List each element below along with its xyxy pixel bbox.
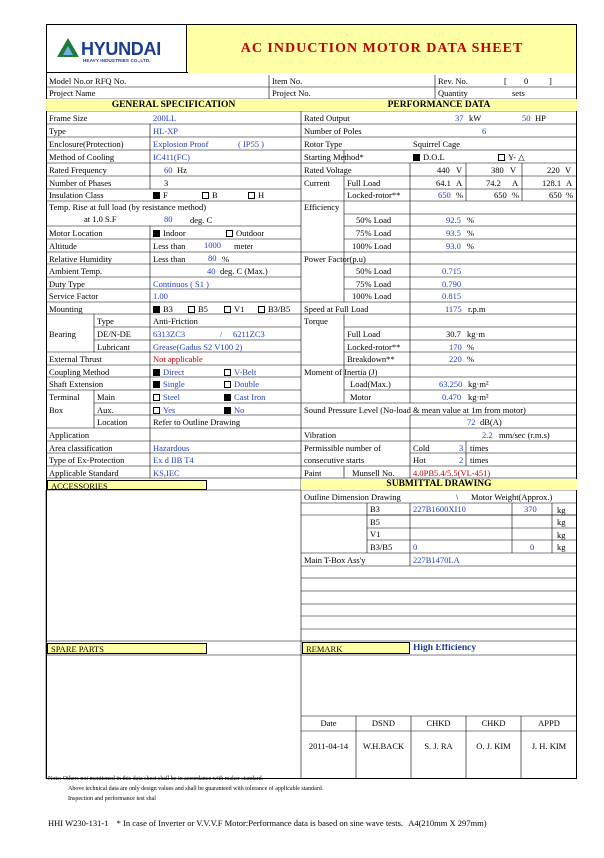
eff-100-unit: % [467, 242, 475, 251]
note-line-1: Note: Others not mentioned in this data sheet shall be in accordance with maker standard. [48, 776, 264, 782]
checkbox-icon [153, 407, 160, 414]
checkbox-icon [224, 306, 231, 313]
temp-rise-value: 80 [164, 215, 173, 224]
shaft-label: Shaft Extension [49, 380, 104, 389]
frame-size-label: Frame Size [49, 114, 88, 123]
footer [48, 818, 487, 828]
checkbox-icon [153, 394, 160, 401]
vibration-value: 2.2 [482, 431, 493, 440]
humidity-prefix: Less than [153, 255, 186, 264]
voltage-2-unit: V [510, 166, 517, 175]
phases-label: Number of Phases [49, 179, 112, 188]
checkbox-icon [498, 154, 505, 161]
approval-chkd-1: S. J. RA [424, 742, 453, 751]
eff-100-label: 100% Load [352, 242, 392, 251]
data-sheet [46, 24, 577, 779]
sound-value: 72 [467, 418, 476, 427]
shaft-double[interactable]: Double [224, 380, 259, 389]
checked-box-icon [153, 369, 160, 376]
inertia-motor-label: Motor [350, 393, 372, 402]
pf-50-value: 0.715 [442, 267, 462, 276]
inertia-motor-unit: kg·m² [468, 393, 489, 402]
current-fl-label: Full Load [347, 179, 381, 188]
tbox-aux-yes[interactable]: Yes [153, 406, 175, 415]
enclosure-ip: ( IP55 ) [238, 140, 264, 149]
tbox-steel[interactable]: Steel [153, 393, 180, 402]
inertia-load-unit: kg·m² [468, 380, 489, 389]
rated-output-kw: 37 [455, 114, 464, 123]
tbox-aux-no[interactable]: No [224, 406, 244, 415]
rated-output-hp-unit: HP [535, 114, 546, 123]
standard-value: KS,IEC [153, 469, 180, 478]
coupling-label: Coupling Method [49, 368, 110, 377]
current-fl-2-unit: A [512, 179, 519, 188]
checkbox-icon [226, 230, 233, 237]
current-fl-1: 64.1 [436, 179, 451, 188]
section-performance: PERFORMANCE DATA [301, 99, 577, 111]
starts-label-2: consecutive starts [304, 456, 365, 465]
sub-b5-label: B5 [370, 518, 380, 527]
sub-b3b5-label: B3/B5 [370, 543, 393, 552]
section-accessories: ACCESSORIES [47, 480, 207, 490]
rated-output-kw-unit: kW [469, 114, 482, 123]
cooling-label: Method of Cooling [49, 153, 115, 162]
approval-dsnd: W.H.BACK [362, 742, 405, 751]
checked-box-icon [224, 407, 231, 414]
temp-rise-sf: at 1.0 S.F [84, 215, 117, 224]
tbox-assy-label: Main T-Box Ass'y [304, 556, 366, 565]
shaft-single[interactable]: Single [153, 380, 185, 389]
rotor-label: Rotor Type [304, 140, 343, 149]
starts-hot-label: Hot [413, 456, 426, 465]
enclosure-label: Enclosure(Protection) [49, 140, 124, 149]
rev-value: 0 [524, 77, 529, 86]
bearing-nde-value: 6211ZC3 [233, 330, 265, 339]
bearing-label: Bearing [49, 330, 76, 339]
frame-size-value: 200LL [153, 114, 177, 123]
current-fl-3-unit: A [566, 179, 573, 188]
mounting-b5[interactable]: B5 [188, 305, 208, 314]
altitude-label: Altitude [49, 242, 77, 251]
service-factor-label: Service Factor [49, 292, 99, 301]
area-value: Hazardous [153, 444, 190, 453]
ambient-label: Ambient Temp. [49, 267, 103, 276]
tbox-cast-iron[interactable]: Cast Iron [224, 393, 265, 402]
checkbox-icon [258, 306, 265, 313]
munsell-label: Munsell No. [352, 469, 395, 478]
poles-label: Number of Poles [304, 127, 362, 136]
ambient-value: 40 [207, 267, 216, 276]
location-indoor[interactable]: Indoor [153, 229, 186, 238]
frequency-label: Rated Frequency [49, 166, 107, 175]
sub-b3b5-weight: 0 [530, 543, 535, 552]
sub-v1-label: V1 [370, 530, 381, 539]
vibration-label: Vibration [304, 431, 337, 440]
box-label: Box [49, 406, 64, 415]
humidity-value: 80 [208, 254, 217, 263]
starts-hot-value: 2 [459, 456, 464, 465]
starting-yd[interactable]: Y- △ [498, 153, 525, 162]
torque-lr-value: 170 [449, 343, 462, 352]
section-general: GENERAL SPECIFICATION [46, 99, 301, 111]
location-outdoor[interactable]: Outdoor [226, 229, 264, 238]
mounting-b3[interactable]: B3 [153, 305, 173, 314]
rev-close: ] [549, 77, 552, 86]
temp-rise-unit: deg. C [190, 216, 213, 225]
eff-75-unit: % [467, 229, 475, 238]
starts-cold-value: 3 [459, 444, 464, 453]
sub-b3-label: B3 [370, 505, 380, 514]
project-name-label: Project Name [49, 89, 96, 98]
checkbox-icon [248, 192, 255, 199]
section-submittal: SUBMITTAL DRAWING [301, 479, 577, 490]
footer-note: * In case of Inverter or V.V.V.F Motor:Performance data is based on sine wave tests. [116, 818, 404, 828]
starting-label: Starting Method* [304, 153, 364, 162]
checkbox-icon [224, 381, 231, 388]
checkbox-icon [202, 192, 209, 199]
rev-label: Rev. No. [438, 77, 468, 86]
approval-header-date: Date [320, 719, 337, 728]
tbox-location-value: Refer to Outline Drawing [153, 418, 241, 427]
insulation-h[interactable]: H [248, 191, 264, 200]
rated-output-label: Rated Output [304, 114, 350, 123]
current-lr-3-pct: % [566, 191, 574, 200]
sub-b3-weight: 370 [524, 505, 537, 514]
current-fl-1-unit: A [456, 179, 463, 188]
mounting-b3b5[interactable]: B3/B5 [258, 305, 290, 314]
rated-output-hp: 50 [522, 114, 531, 123]
lubricant-label: Lubricant [97, 343, 131, 352]
voltage-1: 440 [437, 166, 450, 175]
voltage-3: 220 [547, 166, 560, 175]
weight-label: Motor Weight(Approx.) [471, 493, 553, 502]
quantity-unit: sets [512, 89, 525, 98]
approval-header-dsnd: DSND [371, 719, 396, 728]
paint-label: Paint [304, 469, 322, 478]
ex-label: Type of Ex-Protection [49, 456, 125, 465]
duty-label: Duty Type [49, 280, 85, 289]
lubricant-value: Grease(Gadus S2 V100 2) [153, 343, 243, 352]
inertia-motor-value: 0.470 [442, 393, 462, 402]
frequency-unit: Hz [177, 166, 187, 175]
approval-date: 2011-04-14 [308, 742, 349, 751]
outline-sep: \ [456, 493, 459, 502]
phases-value: 3 [164, 179, 169, 188]
current-fl-3: 128.1 [542, 179, 562, 188]
checked-box-icon [153, 192, 160, 199]
sound-label: Sound Pressure Level (No-load & mean value at 1m from motor) [304, 406, 526, 415]
section-spare-parts: SPARE PARTS [47, 643, 207, 654]
tbox-main-label: Main [97, 393, 115, 402]
inertia-load-value: 63.250 [439, 380, 463, 389]
bearing-de-value: 6313ZC3 [153, 330, 186, 339]
altitude-value: 1000 [204, 241, 221, 250]
bearing-type-label: Type [97, 317, 114, 326]
outline-label: Outline Dimension Drawing [304, 493, 401, 502]
speed-unit: r.p.m [468, 305, 486, 314]
quantity-label: Quantity [438, 89, 468, 98]
starts-cold-label: Cold [413, 444, 430, 453]
approval-header-chkd-2: CHKD [481, 719, 506, 728]
temp-rise-label: Temp. Rise at full load (by resistance method) [49, 203, 207, 212]
voltage-2: 380 [491, 166, 504, 175]
insulation-f[interactable]: F [153, 191, 168, 200]
eff-50-value: 92.5 [446, 216, 461, 225]
enclosure-value: Explosion Proof [153, 140, 209, 149]
sub-b5-unit: kg [557, 518, 566, 527]
note-line-2: Above technical data are only design values and shall be guaranteed with tolerance of applicable standard. [68, 786, 324, 792]
area-label: Area classification [49, 444, 113, 453]
starts-hot-unit: times [470, 456, 489, 465]
cooling-value: IC411(FC) [153, 153, 190, 162]
starts-label-1: Permissible number of [304, 444, 381, 453]
tbox-aux-label: Aux. [97, 406, 114, 415]
standard-label: Applicable Standard [49, 469, 119, 478]
checkbox-icon [188, 306, 195, 313]
application-label: Application [49, 431, 90, 440]
sub-b3b5-unit: kg [557, 543, 566, 552]
eff-75-label: 75% Load [356, 229, 392, 238]
thrust-label: External Thrust [49, 355, 102, 364]
voltage-label: Rated Voltage [304, 166, 352, 175]
logo-subtitle: HEAVY INDUSTRIES CO.,LTD. [83, 58, 151, 63]
current-lr-label: Locked-rotor** [347, 191, 401, 200]
pf-label: Power Factor(p.u) [304, 255, 366, 264]
voltage-1-unit: V [456, 166, 463, 175]
inertia-load-label: Load(Max.) [350, 380, 391, 389]
mounting-label: Mounting [49, 305, 83, 314]
logo-accent-icon [63, 46, 73, 55]
coupling-direct[interactable]: Direct [153, 368, 184, 377]
eff-50-unit: % [467, 216, 475, 225]
sub-b3b5-drawing: 0 [413, 543, 418, 552]
current-label: Current [304, 179, 330, 188]
service-factor-value: 1.00 [153, 292, 168, 301]
checked-box-icon [153, 230, 160, 237]
eff-75-value: 93.5 [446, 229, 461, 238]
sub-b3-unit: kg [557, 506, 566, 515]
model-label: Model No.or RFQ No. [49, 77, 127, 86]
footer-doc-no: HHI W230-131-1 [48, 818, 109, 828]
pf-100-label: 100% Load [352, 292, 392, 301]
pf-75-value: 0.790 [442, 280, 462, 289]
paint-value: 4.0PB5.4/5.5(VL-451) [413, 469, 491, 478]
checkbox-icon [224, 369, 231, 376]
tbox-location-label: Location [97, 418, 128, 427]
sound-unit: dB(A) [480, 418, 502, 427]
rotor-value: Squirrel Cage [413, 140, 460, 149]
sub-v1-unit: kg [557, 531, 566, 540]
approval-chkd-2: O. J. KIM [476, 742, 511, 751]
coupling-vbelt[interactable]: V-Belt [224, 368, 256, 377]
checked-box-icon [413, 154, 420, 161]
approval-header-chkd-1: CHKD [426, 719, 451, 728]
pf-50-label: 50% Load [356, 267, 392, 276]
insulation-label: Insulation Class [49, 191, 104, 200]
section-remark: REMARK [302, 642, 410, 654]
insulation-b[interactable]: B [202, 191, 218, 200]
ambient-unit: deg. C (Max.) [220, 267, 268, 276]
thrust-value: Not applicable [153, 355, 203, 364]
torque-fl-label: Full Load [347, 330, 381, 339]
sub-b3-drawing: 227B1600XI10 [413, 505, 466, 514]
checked-box-icon [224, 394, 231, 401]
approval-appd: J. H. KIM [531, 742, 567, 751]
type-value: HL-XP [153, 127, 179, 136]
humidity-label: Relative Humidity [49, 255, 113, 264]
torque-bd-label: Breakdown** [347, 355, 395, 364]
terminal-label: Terminal [49, 393, 80, 402]
pf-75-label: 75% Load [356, 280, 392, 289]
speed-label: Speed at Full Load [304, 305, 369, 314]
torque-label: Torque [304, 317, 328, 326]
note-line-3: Inspection and performance test shal [68, 796, 156, 802]
torque-lr-label: Locked-rotor** [347, 343, 401, 352]
eff-100-value: 93.0 [446, 242, 461, 251]
starts-cold-unit: times [470, 444, 489, 453]
checked-box-icon [153, 381, 160, 388]
starting-dol[interactable]: D.O.L [413, 153, 445, 162]
altitude-prefix: Less than [153, 242, 186, 251]
type-label: Type [49, 127, 66, 136]
company-logo [47, 25, 187, 73]
vibration-unit: mm/sec (r.m.s) [499, 431, 550, 440]
current-lr-2-pct: % [512, 191, 520, 200]
current-lr-3: 650 [549, 191, 562, 200]
remark-value: High Efficiency [413, 644, 477, 653]
mounting-v1[interactable]: V1 [224, 305, 244, 314]
item-label: Item No. [272, 77, 303, 86]
torque-bd-value: 220 [449, 355, 462, 364]
page-title: AC INDUCTION MOTOR DATA SHEET [188, 25, 576, 73]
current-lr-2: 650 [494, 191, 507, 200]
project-no-label: Project No. [272, 89, 311, 98]
logo-name: HYUNDAI [81, 39, 161, 59]
tbox-assy-value: 227B1470LA [413, 556, 460, 565]
torque-lr-pct: % [467, 343, 475, 352]
current-lr-1-pct: % [456, 191, 464, 200]
inertia-label: Moment of Inertia (J) [304, 368, 378, 377]
duty-value: Continuos ( S1 ) [153, 280, 209, 289]
speed-value: 1175 [445, 305, 462, 314]
location-label: Motor Location [49, 229, 103, 238]
pf-100-value: 0.815 [442, 292, 462, 301]
approval-header-appd: APPD [538, 719, 560, 728]
efficiency-label: Efficiency [304, 203, 340, 212]
bearing-de-label: DE/N-DE [97, 330, 131, 339]
bearing-sep: / [220, 330, 223, 339]
checked-box-icon [153, 306, 160, 313]
ex-value: Ex d IIB T4 [153, 456, 194, 465]
bearing-type-value: Anti-Friction [153, 317, 198, 326]
frequency-value: 60 [164, 166, 173, 175]
poles-value: 6 [482, 127, 487, 136]
voltage-3-unit: V [565, 166, 572, 175]
eff-50-label: 50% Load [356, 216, 392, 225]
torque-fl-unit: kg·m [467, 330, 485, 339]
altitude-unit: meter [234, 242, 254, 251]
footer-size: A4(210mm X 297mm) [408, 818, 487, 828]
rev-open: [ [504, 77, 507, 86]
torque-bd-pct: % [467, 355, 475, 364]
current-fl-2: 74.2 [486, 179, 501, 188]
torque-fl-value: 30.7 [446, 330, 461, 339]
header [47, 25, 576, 73]
humidity-unit: % [222, 255, 230, 264]
current-lr-1: 650 [438, 191, 451, 200]
